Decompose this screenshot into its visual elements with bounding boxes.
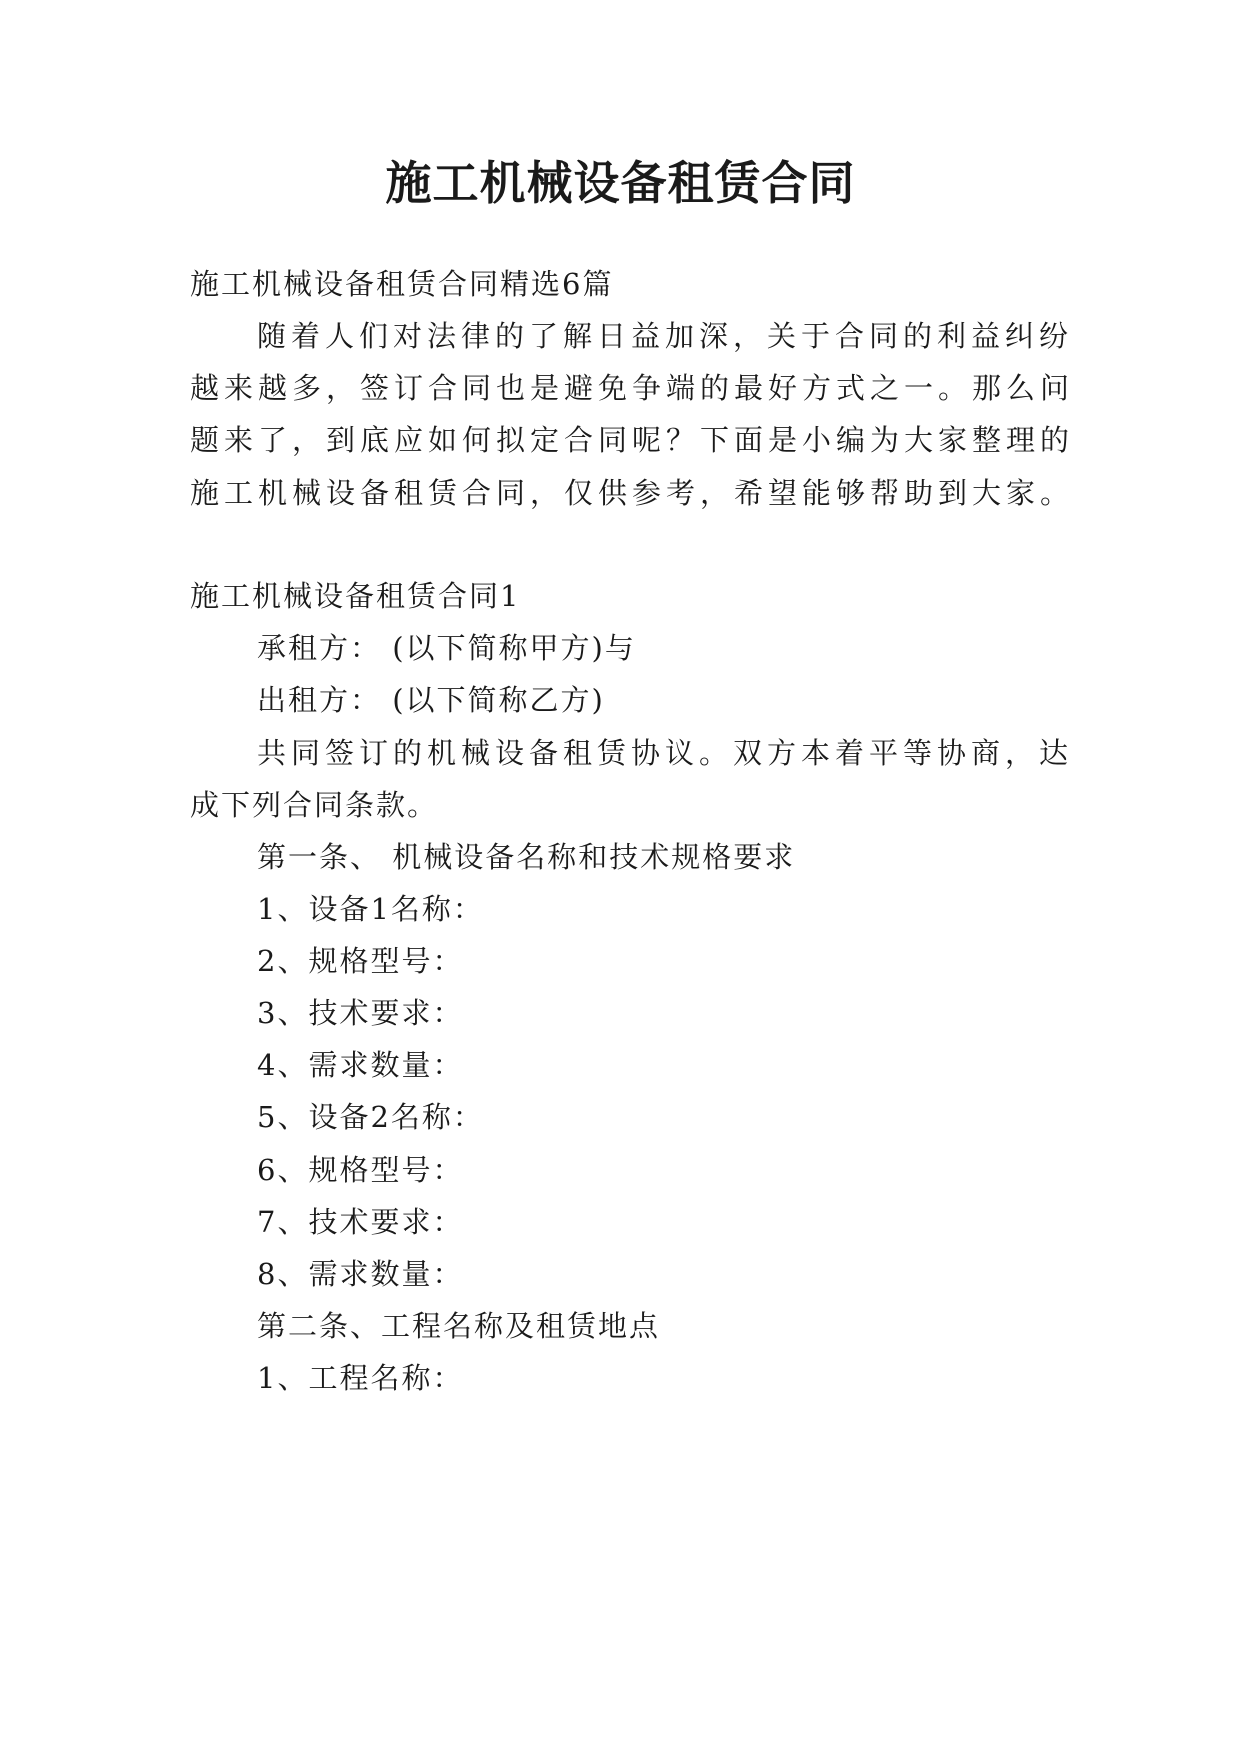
intro-line: 随着人们对法律的了解日益加深，关于合同的利益纠纷 [257,319,1074,353]
lessor-line: 出租方： (以下简称乙方) [257,683,605,717]
list-item: 3、技术要求： [257,996,464,1030]
document-subtitle: 施工机械设备租赁合同精选6篇 [190,267,614,301]
lessee-line: 承租方： (以下简称甲方)与 [257,631,636,665]
document-title: 施工机械设备租赁合同 [385,156,856,210]
list-item: 1、设备1名称： [257,892,484,926]
intro-line: 越来越多，签订合同也是避免争端的最好方式之一。那么问 [190,371,1075,405]
intro-line: 题来了，到底应如何拟定合同呢？下面是小编为大家整理的 [190,423,1075,457]
list-item: 2、规格型号： [257,944,464,978]
list-item: 6、规格型号： [257,1153,464,1187]
list-item: 7、技术要求： [257,1205,464,1239]
agreement-line: 成下列合同条款。 [190,788,439,822]
list-item: 4、需求数量： [257,1048,464,1082]
article-heading: 第二条、工程名称及租赁地点 [257,1309,661,1343]
section-heading: 施工机械设备租赁合同1 [190,579,521,613]
list-item: 5、设备2名称： [257,1100,484,1134]
agreement-line: 共同签订的机械设备租赁协议。双方本着平等协商，达 [257,736,1074,770]
intro-line: 施工机械设备租赁合同，仅供参考，希望能够帮助到大家。 [190,476,1075,510]
article-heading: 第一条、 机械设备名称和技术规格要求 [257,840,796,874]
list-item: 8、需求数量： [257,1257,464,1291]
list-item: 1、工程名称： [257,1361,464,1395]
